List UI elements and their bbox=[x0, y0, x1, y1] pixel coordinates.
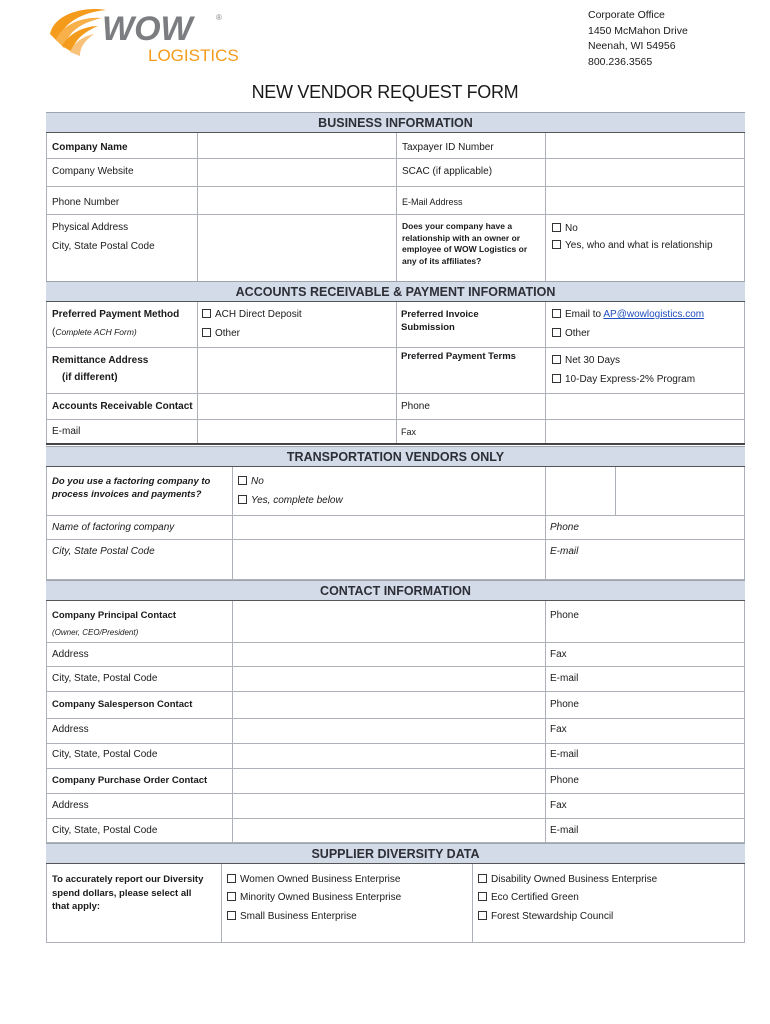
option-label: Net 30 Days bbox=[565, 355, 621, 366]
option-label: Eco Certified Green bbox=[491, 892, 579, 903]
section-heading: CONTACT INFORMATION bbox=[46, 580, 745, 601]
question-line: To accurately report our Diversity bbox=[52, 874, 204, 885]
ar-phone-label: Phone bbox=[401, 401, 430, 412]
scac-label: SCAC (if applicable) bbox=[402, 166, 493, 177]
salesperson-address-label: Address bbox=[52, 724, 89, 735]
relationship-yes-option[interactable] bbox=[552, 239, 713, 252]
option-label: Other bbox=[565, 328, 591, 339]
checkbox-icon[interactable] bbox=[227, 874, 236, 883]
question-line: spend dollars, please select all bbox=[52, 887, 192, 899]
principal-city-label: City, State, Postal Code bbox=[52, 673, 158, 684]
section-heading: ACCOUNTS RECEIVABLE & PAYMENT INFORMATION bbox=[46, 281, 745, 302]
option-label: Yes, complete below bbox=[251, 495, 343, 506]
factoring-city-label: City, State Postal Code bbox=[52, 546, 155, 557]
factoring-email-label: E-mail bbox=[550, 546, 579, 557]
email-address-label: E-Mail Address bbox=[402, 197, 463, 207]
checkbox-icon[interactable] bbox=[552, 328, 561, 337]
svg-text:WOW: WOW bbox=[102, 10, 193, 48]
relationship-question-line: any of its affiliates? bbox=[402, 255, 482, 266]
label-line: Submission bbox=[401, 322, 455, 333]
ach-form-note: (Complete ACH Form) bbox=[52, 327, 137, 338]
option-label: Small Business Enterprise bbox=[240, 911, 357, 922]
po-address-label: Address bbox=[52, 800, 89, 811]
forest-stewardship-option[interactable] bbox=[478, 910, 613, 923]
eco-certified-option[interactable] bbox=[478, 891, 579, 904]
disability-owned-option[interactable] bbox=[478, 873, 657, 886]
checkbox-icon[interactable] bbox=[202, 309, 211, 318]
company-website-label: Company Website bbox=[52, 166, 134, 177]
po-fax-label: Fax bbox=[550, 800, 567, 811]
phone-number-label: Phone Number bbox=[52, 197, 120, 208]
ap-email-link[interactable]: AP@wowlogistics.com bbox=[603, 309, 705, 320]
ar-email-label: E-mail bbox=[52, 426, 81, 437]
business-information-section bbox=[46, 112, 745, 284]
invoice-other-option[interactable] bbox=[552, 327, 590, 340]
option-label: ACH Direct Deposit bbox=[215, 309, 302, 320]
women-owned-option[interactable] bbox=[227, 873, 400, 886]
minority-owned-option[interactable] bbox=[227, 891, 401, 904]
salesperson-fax-label: Fax bbox=[550, 724, 567, 735]
relationship-no-option[interactable] bbox=[552, 222, 578, 235]
checkbox-icon[interactable] bbox=[552, 223, 561, 232]
small-business-option[interactable] bbox=[227, 910, 357, 923]
relationship-question bbox=[402, 221, 527, 267]
principal-email-label: E-mail bbox=[550, 673, 579, 684]
po-contact-label: Company Purchase Order Contact bbox=[52, 775, 208, 786]
factoring-question bbox=[52, 475, 210, 501]
checkbox-icon[interactable] bbox=[552, 240, 561, 249]
taxpayer-id-label: Taxpayer ID Number bbox=[402, 142, 494, 153]
option-label: Disability Owned Business Enterprise bbox=[491, 874, 658, 885]
office-street: 1450 McMahon Drive bbox=[588, 24, 688, 37]
ar-fax-label: Fax bbox=[401, 427, 417, 437]
transportation-section bbox=[46, 446, 745, 580]
payment-other-option[interactable] bbox=[202, 327, 240, 340]
option-label: Email to bbox=[565, 309, 604, 320]
invoice-submission-label bbox=[401, 308, 479, 334]
option-label: Forest Stewardship Council bbox=[491, 911, 614, 922]
po-phone-label: Phone bbox=[550, 775, 579, 786]
section-heading: TRANSPORTATION VENDORS ONLY bbox=[46, 446, 745, 467]
label-line: Preferred Invoice bbox=[401, 309, 479, 320]
diversity-question bbox=[52, 873, 203, 914]
principal-fax-label: Fax bbox=[550, 649, 567, 660]
svg-text:®: ® bbox=[216, 13, 222, 22]
checkbox-icon[interactable] bbox=[552, 309, 561, 318]
payment-terms-label: Preferred Payment Terms bbox=[401, 351, 516, 362]
email-to-option[interactable] bbox=[552, 308, 704, 321]
remittance-address-label: Remittance Address bbox=[52, 355, 149, 366]
corporate-office-address bbox=[588, 8, 688, 70]
option-label: 10-Day Express-2% Program bbox=[565, 374, 696, 385]
city-state-label: City, State Postal Code bbox=[52, 241, 155, 252]
option-label: Women Owned Business Enterprise bbox=[240, 874, 401, 885]
office-phone: 800.236.3565 bbox=[588, 55, 653, 68]
salesperson-phone-label: Phone bbox=[550, 699, 579, 710]
checkbox-icon[interactable] bbox=[238, 476, 247, 485]
option-label: No bbox=[565, 223, 578, 234]
option-label: Other bbox=[215, 328, 241, 339]
principal-phone-label: Phone bbox=[550, 610, 579, 621]
question-line: that apply: bbox=[52, 901, 101, 912]
option-label: Yes, who and what is relationship bbox=[565, 240, 713, 251]
po-city-label: City, State, Postal Code bbox=[52, 825, 158, 836]
checkbox-icon[interactable] bbox=[478, 911, 487, 920]
checkbox-icon[interactable] bbox=[238, 495, 247, 504]
question-line: Do you use a factoring company to bbox=[52, 476, 211, 487]
remittance-sub-label: (if different) bbox=[62, 372, 118, 383]
ar-contact-label: Accounts Receivable Contact bbox=[52, 401, 193, 412]
relationship-question-line: employee of WOW Logistics or bbox=[402, 244, 528, 254]
accounts-receivable-section bbox=[46, 281, 745, 445]
checkbox-icon[interactable] bbox=[552, 355, 561, 364]
salesperson-contact-label: Company Salesperson Contact bbox=[52, 699, 193, 710]
factoring-yes-option[interactable] bbox=[238, 494, 343, 507]
company-logo bbox=[44, 6, 254, 68]
question-line: process invoices and payments? bbox=[52, 489, 202, 500]
checkbox-icon[interactable] bbox=[202, 328, 211, 337]
wow-logo-swoosh-icon bbox=[44, 6, 254, 68]
checkbox-icon[interactable] bbox=[227, 892, 236, 901]
option-label: Minority Owned Business Enterprise bbox=[240, 892, 402, 903]
factoring-no-option[interactable] bbox=[238, 475, 264, 488]
relationship-question-line: Does your company have a bbox=[402, 221, 513, 231]
po-email-label: E-mail bbox=[550, 825, 579, 836]
factoring-name-label: Name of factoring company bbox=[52, 522, 175, 533]
section-heading: SUPPLIER DIVERSITY DATA bbox=[46, 843, 745, 864]
checkbox-icon[interactable] bbox=[478, 892, 487, 901]
page-title: NEW VENDOR REQUEST FORM bbox=[251, 82, 519, 102]
section-heading: BUSINESS INFORMATION bbox=[46, 112, 745, 133]
office-label: Corporate Office bbox=[588, 9, 665, 21]
principal-contact-label: Company Principal Contact bbox=[52, 610, 177, 621]
express-option[interactable] bbox=[552, 373, 695, 386]
salesperson-city-label: City, State, Postal Code bbox=[52, 749, 158, 760]
company-name-label: Company Name bbox=[52, 142, 128, 153]
option-label: No bbox=[251, 476, 264, 487]
payment-method-label: Preferred Payment Method bbox=[52, 309, 180, 320]
checkbox-icon[interactable] bbox=[552, 374, 561, 383]
net-30-option[interactable] bbox=[552, 354, 620, 367]
salesperson-email-label: E-mail bbox=[550, 749, 579, 760]
supplier-diversity-section bbox=[46, 843, 745, 943]
physical-address-label: Physical Address bbox=[52, 222, 129, 233]
principal-address-label: Address bbox=[52, 649, 89, 660]
office-city: Neenah, WI 54956 bbox=[588, 40, 676, 52]
factoring-phone-label: Phone bbox=[550, 522, 579, 533]
checkbox-icon[interactable] bbox=[227, 911, 236, 920]
relationship-question-line: relationship with an owner or bbox=[402, 232, 521, 243]
ach-deposit-option[interactable] bbox=[202, 308, 302, 321]
contact-information-section bbox=[46, 580, 745, 843]
principal-contact-sub: (Owner, CEO/President) bbox=[52, 628, 139, 637]
svg-text:LOGISTICS: LOGISTICS bbox=[148, 46, 239, 65]
checkbox-icon[interactable] bbox=[478, 874, 487, 883]
